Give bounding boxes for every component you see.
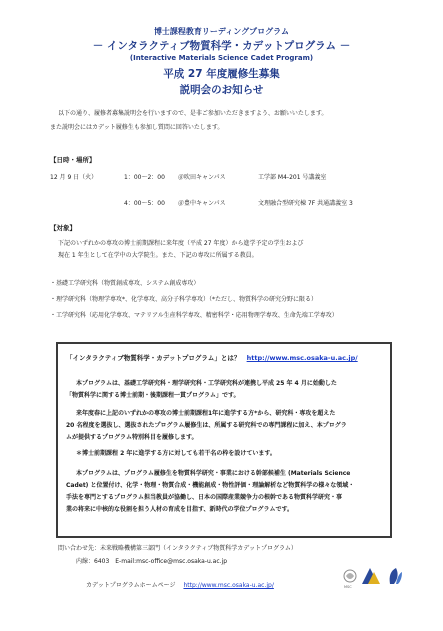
program-title-en: (Interactive Materials Science Cadet Program) — [129, 54, 314, 62]
box-p2-line: 20 名程度を選抜し、選抜されたプログラム履修生は、所属する研究科での専門課程に加え、本プログラ — [66, 422, 347, 429]
box-p3-line: Cadet) と位置付け、化学・物理・物質合成・機能創成・物性評価・理論解析など物質科学の様々な領域・ — [66, 482, 355, 489]
homepage-label: カデットプログラムホームページ — [86, 582, 176, 589]
target-item: ・基礎工学研究科（物質創成専攻、システム創成専攻） — [50, 280, 200, 287]
homepage-url-link[interactable]: http://www.msc.osaka-u.ac.jp/ — [183, 582, 274, 589]
target-item: ・理学研究科（物理学専攻*、化学専攻、高分子科学専攻）（*ただし、物質科学の研究分野に限る） — [50, 296, 318, 303]
event-date: 12 月 9 日（火） — [50, 174, 98, 181]
box-p2-line: 来年度春に上記のいずれかの専攻の博士前期課程1年に進学する方*から、研究科・専攻を超えた — [76, 410, 336, 417]
box-p3-line: 業の将来に中核的な役割を担う人材の育成を目指す、新時代の学位プログラムです。 — [66, 506, 293, 513]
session1-venue: 工学部 M4-201 号講義室 — [258, 174, 327, 181]
box-p1-line: 「物質科学に関する博士前期・後期課程一貫プログラム」です。 — [66, 392, 240, 399]
program-label: 博士課程教育リーディングプログラム — [153, 27, 290, 36]
target-line-1: 下記のいずれかの専攻の博士前期課程に来年度（平成 27 年度）から進学予定の学生および — [58, 240, 304, 247]
session2-campus: ＠豊中キャンパス — [178, 200, 226, 207]
program-title: － インタラクティブ物質科学・カデットプログラム － — [92, 40, 351, 52]
leaf-logo — [390, 568, 402, 584]
session2-venue: 文理融合型研究棟 7F 共通講義室 3 — [258, 200, 353, 207]
box-p3-line: 手法を専門とするプログラム担当教員が協働し、日本の国際産業競争力の根幹である物質科学研究・事 — [66, 494, 342, 501]
osaka-university-logo — [362, 568, 380, 584]
box-p1-line: 本プログラムは、基礎工学研究科・理学研究科・工学研究科が連携し平成 25 年 4 月に始動した — [76, 380, 337, 387]
box-p2-line: ムが提供するプログラム特別科目を履修します。 — [66, 434, 198, 441]
msc-logo — [344, 570, 356, 589]
target-line-2: 現在 1 年生として在学中の大学院生。また、下記の専攻に所属する教員。 — [58, 252, 258, 259]
target-item: ・工学研究科（応用化学専攻、マテリアル生産科学専攻、精密科学・応用物理学専攻、生命先端工学専攻） — [50, 312, 338, 319]
svg-text:MSC: MSC — [344, 585, 352, 589]
program-url-link[interactable]: http://www.msc.osaka-u.ac.jp/ — [246, 354, 358, 362]
page-title: 平成 27 年度履修生募集 — [163, 68, 280, 80]
box-question: 「インタラクティブ物質科学・カデットプログラム」とは？ — [66, 354, 241, 362]
intro-line-2: また説明会にはカデット履修生も参加し質問に回答いたします。 — [50, 124, 224, 131]
page-subtitle: 説明会のお知らせ — [179, 84, 264, 96]
box-note: ＊博士前期課程 2 年に進学する方に対しても若干名の枠を設けています。 — [76, 450, 276, 457]
box-p3-line: 本プログラムは、プログラム履修生を物質科学研究・事業における幹部候補生 (Materials Science — [76, 470, 351, 477]
session1-campus: ＠吹田キャンパス — [178, 174, 226, 181]
contact-line-2: 内線：6403 E-mail:msc-office@msc.osaka-u.ac.jp — [76, 558, 228, 565]
program-info-box — [56, 342, 392, 538]
intro-line-1: 以下の通り、履修者募集説明会を行いますので、是非ご参加いただきますよう、お願いいたします。 — [58, 110, 328, 117]
schedule-heading: 【日時・場所】 — [50, 156, 96, 164]
target-heading: 【対象】 — [50, 224, 76, 232]
logos — [340, 562, 404, 590]
contact-line-1: 問い合わせ先：未来戦略機構第三部門（インタラクティブ物質科学カデットプログラム） — [58, 545, 297, 552]
session2-time: 4：00～5：00 — [124, 200, 165, 207]
session1-time: 1：00～2：00 — [124, 174, 165, 181]
